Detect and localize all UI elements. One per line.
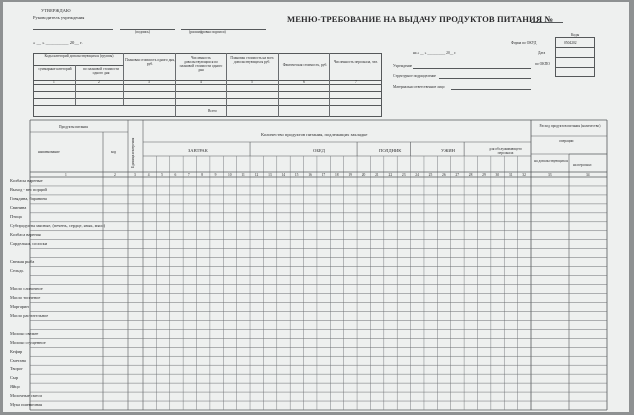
column-number: 31 [508, 172, 513, 177]
column-number: 22 [388, 172, 393, 177]
col-num: 5 [251, 80, 253, 84]
staff-count-header: Численность персонала, чел. [333, 60, 379, 64]
column-number: 5 [161, 172, 163, 177]
column-number: 15 [294, 172, 299, 177]
column-number: 27 [455, 172, 459, 177]
expense-sub: операции [559, 139, 574, 143]
codes-label: Коды [571, 33, 580, 37]
okpo-label: по ОКПО [535, 62, 550, 66]
column-number: 9 [214, 172, 217, 177]
column-number: 2 [114, 172, 116, 177]
date-label: Дата [538, 51, 546, 55]
col-num: 1 [53, 80, 55, 84]
meal-dinner: УЖИН [441, 148, 456, 153]
head-label: Руководитель учреждения [33, 15, 85, 20]
total-label: Всего [208, 109, 217, 113]
product-row-label: Масло растительное [10, 312, 49, 318]
product-row-label: Субпродукты мясные, (печень, сердце, язык, мясо) [10, 223, 106, 229]
meal-breakfast: ЗАВТРАК [188, 148, 208, 153]
form-sheet [3, 2, 629, 412]
column-number: 11 [241, 172, 245, 177]
staff-header: для обслуживающего персонала [489, 147, 522, 155]
product-row-label: Молоко сгущенное [10, 339, 46, 345]
to-eaters-header: на довольствующихся [534, 159, 568, 163]
category-sum-header: суммарные категорий [38, 67, 72, 71]
product-row-label: Кефир [10, 348, 23, 354]
column-number: 16 [308, 172, 312, 177]
column-number: 7 [187, 172, 190, 177]
product-row-label: Сметана [10, 357, 26, 363]
signature-hint: (подпись) [135, 30, 150, 34]
col-num: 2 [98, 80, 100, 84]
product-row-label: Маргарин [10, 303, 29, 309]
column-number: 33 [548, 172, 552, 177]
product-row-label: Сыр [10, 375, 19, 381]
product-row-label: Колбасы вареные [10, 178, 43, 184]
column-number: 18 [335, 172, 339, 177]
count-header: Численность довольствующихся по плановой стоимости одного дня [179, 56, 223, 72]
column-number: 3 [134, 172, 136, 177]
column-number: 32 [522, 172, 526, 177]
col-num: 6 [303, 80, 305, 84]
column-number: 25 [428, 172, 433, 177]
column-number: 34 [586, 172, 590, 177]
product-row-label: Яйцо [10, 384, 20, 390]
product-row-label: Масло сливочное [10, 285, 43, 291]
actual-cost-header: Фактическая стоимость, руб. [282, 63, 328, 67]
to-staff-header: на персонал [573, 163, 592, 167]
column-number: 29 [482, 172, 486, 177]
code-header: код [111, 150, 117, 154]
column-number: 23 [401, 172, 406, 177]
institution-label: Учреждение [393, 64, 413, 68]
column-number: 10 [227, 172, 232, 177]
product-row-label: Колбаса вареная [10, 232, 41, 238]
products-header: Продукты питания [59, 125, 88, 129]
product-row-label: Масло топленое [10, 294, 41, 300]
form-code: 0504202 [564, 41, 577, 45]
product-row-label: Сельдь [10, 267, 24, 273]
product-row-label: Выход - вес порций [10, 187, 47, 193]
form-label: Форма по ОКУД [511, 41, 537, 45]
meal-lunch: ОБЕД [313, 148, 325, 153]
category-codes-header: Коды категорий довольствующихся (группы) [44, 54, 114, 58]
column-number: 20 [361, 172, 366, 177]
product-row-label: Молочные смеси [10, 393, 42, 399]
column-number: 19 [348, 172, 352, 177]
column-number: 24 [415, 172, 419, 177]
plan-day-header: по плановой стоимости одного дня [82, 67, 120, 75]
column-number: 6 [174, 172, 177, 177]
column-number: 8 [201, 172, 203, 177]
approve-label: УТВЕРЖДАЮ [41, 8, 71, 13]
product-row-label: Свежая рыба [10, 258, 35, 264]
product-row-label: Мука пшеничная [10, 402, 43, 408]
department-label: Структурное подразделение [393, 74, 437, 78]
column-number: 21 [375, 172, 379, 177]
col-num: 7 [355, 80, 357, 84]
meal-snack: ПОЛДНИК [379, 148, 402, 153]
product-row-label: Сардельки, сосиски [10, 241, 48, 247]
column-number: 28 [468, 172, 473, 177]
decode-hint: (расшифровка подписи) [189, 30, 226, 34]
col-num: 3 [148, 80, 150, 84]
column-number: 12 [254, 172, 259, 177]
expense-header: Расход продуктов питания (количество) [539, 124, 601, 128]
column-number: 30 [495, 172, 500, 177]
approval-date: « __ » __________ 20__ г. [33, 40, 83, 45]
product-row-label: Творог [10, 366, 23, 372]
product-row-label: Птица [10, 214, 22, 220]
product-row-label: Молоко свежее [10, 330, 39, 336]
menu-date: на « __ » __________ 20__ г. [413, 51, 457, 55]
column-number: 26 [442, 172, 446, 177]
column-number: 17 [321, 172, 326, 177]
name-header: наименование [38, 150, 60, 154]
plan-total-header: Плановая стоимость на всех довольствующихся руб. [230, 56, 274, 64]
column-number: 14 [281, 172, 286, 177]
product-row-label: Говядина, баранина [10, 196, 47, 202]
product-row-label: Свинина [10, 205, 27, 211]
plan-cost-header: Плановая стоимость одного дня, руб. [125, 58, 175, 66]
column-number: 13 [268, 172, 272, 177]
col-num: 4 [200, 80, 202, 84]
quantity-header: Количество продуктов питания, подлежащих закладке [261, 132, 368, 137]
column-number: 4 [147, 172, 150, 177]
unit-header: Единица измерения [131, 137, 135, 168]
column-number: 1 [65, 172, 67, 177]
responsible-label: Материально ответственное лицо [393, 85, 445, 89]
page-title: МЕНЮ-ТРЕБОВАНИЕ НА ВЫДАЧУ ПРОДУКТОВ ПИТАНИЯ № [287, 14, 554, 24]
main-table-grid [3, 2, 629, 412]
